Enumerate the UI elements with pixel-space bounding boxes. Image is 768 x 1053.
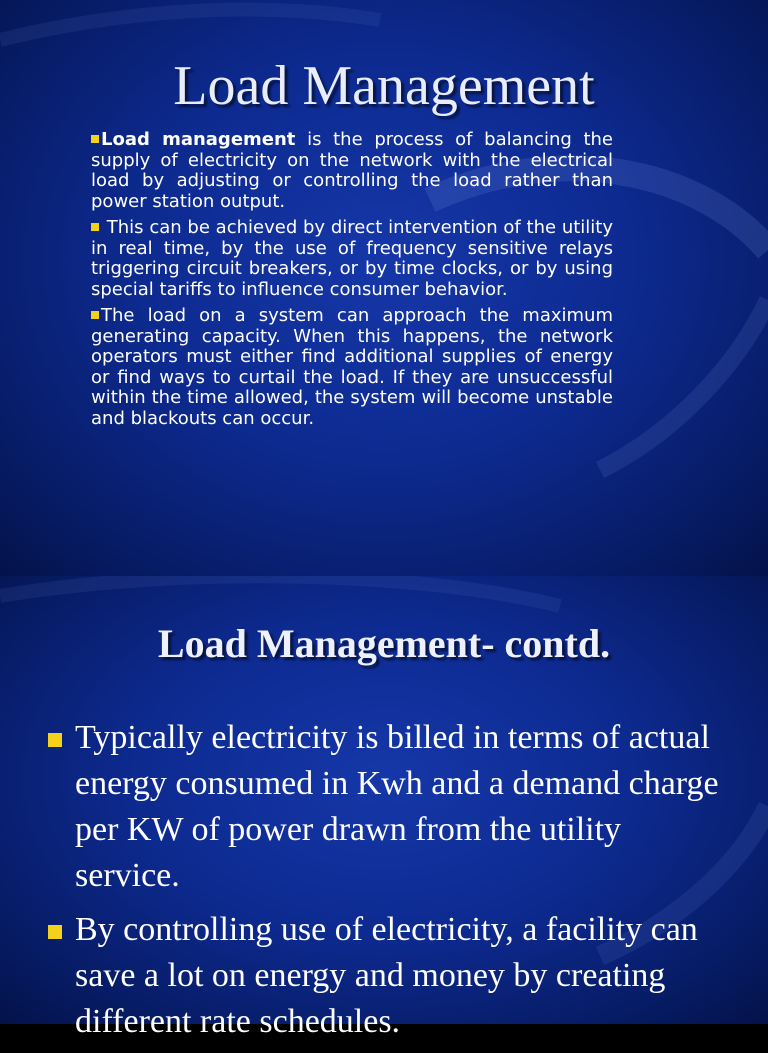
slide-title: Load Management	[173, 55, 595, 117]
bullet-text: By controlling use of electricity, a facility can save a lot on energy and money by creating different rate schedules.	[75, 911, 698, 1040]
bullet-paragraph	[91, 218, 613, 300]
bullet-item	[44, 907, 724, 1045]
bullet-text: Typically electricity is billed in terms of actual energy consumed in Kwh and a demand charge per KW of power drawn from the utility service.	[75, 719, 719, 894]
bullet-paragraph	[91, 130, 613, 212]
square-bullet-icon	[91, 311, 99, 319]
slide-title: Load Management- contd.	[157, 621, 611, 666]
bullet-bold-term: Load management	[101, 129, 296, 150]
slide-body	[44, 715, 724, 1053]
square-bullet-icon	[48, 925, 62, 939]
slide-body	[91, 130, 613, 435]
square-bullet-icon	[91, 223, 99, 231]
bullet-paragraph	[91, 306, 613, 429]
bullet-item	[44, 715, 724, 899]
bullet-text: This can be achieved by direct intervention of the utility in real time, by the use of frequency sensitive relays triggering circuit breakers, or by time clocks, or by using special tariffs to influence consumer behavior.	[91, 217, 613, 300]
square-bullet-icon	[48, 733, 62, 747]
bullet-text: is the process of balancing the supply of electricity on the network with the electrical load by adjusting or controlling the load rather than power station output.	[91, 129, 613, 212]
bullet-text: The load on a system can approach the maximum generating capacity. When this happens, the network operators must either find additional supplies of energy or find ways to curtail the load. If they are unsuccessful within the time allowed, the system will become unstable and blackouts can occur.	[91, 305, 613, 429]
square-bullet-icon	[91, 135, 99, 143]
